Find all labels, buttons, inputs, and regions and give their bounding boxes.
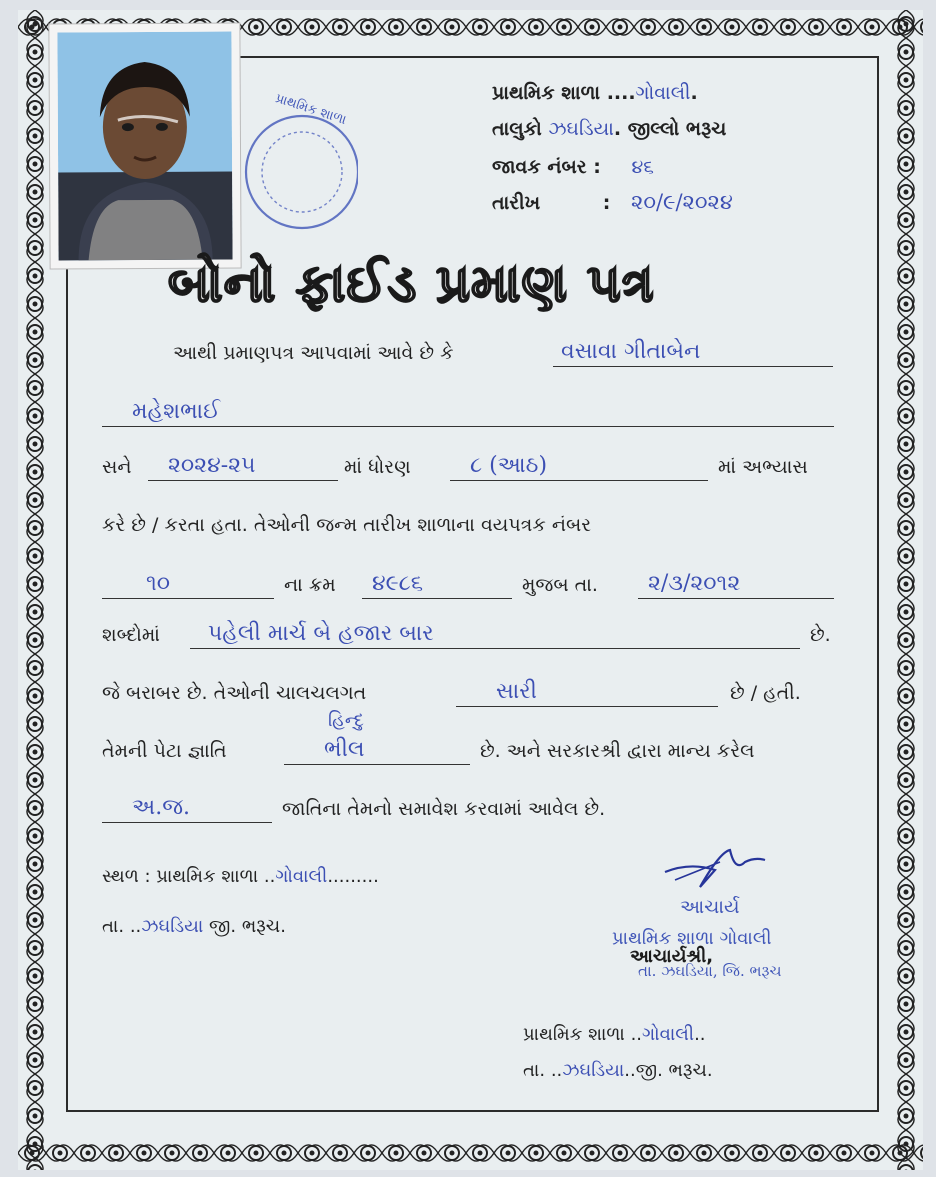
serial-value: ૪૯૮૬ [372,571,424,596]
header-outward [492,156,654,178]
student-name-line-1 [553,338,833,367]
stamp-designation: આચાર્ય [680,896,740,918]
place-row: સ્થળ : પ્રાથમિક શાળા ..ગોવાલી......... [102,866,379,887]
header-date-label: તારીખ [492,192,541,214]
std-suffix: માં અભ્યાસ [718,456,808,478]
std-label: માં ધોરણ [344,456,411,478]
register-value: ૧૦ [146,571,171,596]
religion-value: હિન્દુ [328,710,364,731]
caste-label: તેમની પેટા જ્ઞાતિ [102,740,227,762]
bottom-school-value: ગોવાલી [642,1024,695,1045]
year-label: સને [102,456,132,478]
std-line [450,452,708,481]
header-district: . જીલ્લો ભરૂચ [613,118,727,140]
place-value: ગોવાલી [275,866,328,887]
certificate-title: બોનો ફાઈડ પ્રમાણ પત્ર [168,254,655,314]
category-value: અ.જ. [132,795,191,820]
seal-text: પ્રાથમિક શાળા [273,91,349,128]
bottom-taluka-value: ઝઘડિયા [562,1060,625,1081]
student-name-1: વસાવા ગીતાબેન [561,339,701,364]
category-suffix: જાતિના તેમનો સમાવેશ કરવામાં આવેલ છે. [282,798,606,820]
student-photo [49,24,240,269]
words-label: શબ્દોમાં [102,624,160,646]
intro-text: આથી પ્રમાણપત્ર આપવામાં આવે છે કે [173,342,454,364]
stamp-school-name: પ્રાથમિક શાળા ગોવાલી [612,928,772,949]
header-taluka-label: તાલુકો [492,118,542,140]
student-name-2: મહેશભાઈ [132,399,221,424]
std-value: ૮ (આઠ) [470,453,548,478]
bottom-school-row: પ્રાથમિક શાળા ..ગોવાલી.. [523,1024,706,1045]
register-line [102,570,274,599]
header-school-label: પ્રાથમિક શાળા [492,82,601,104]
caste-line [284,736,470,765]
header-taluka-value: ઝઘડિયા [548,118,614,140]
caste-value: ભીલ [324,737,365,762]
words-line [190,620,800,649]
stamp-address: તા. ઝઘડિયા, જિ. ભરૂચ [638,962,782,980]
decorative-border-right [889,10,923,1170]
header-outward-value: ૪૬ [631,156,654,178]
principal-signature [660,842,770,892]
serial-label: ના ક્રમ [284,574,336,596]
header-taluka [492,118,726,140]
header-school: પ્રાથમિક શાળા ....ગોવાલી. [492,82,698,104]
dob-in-words: પહેલી માર્ચ બે હજાર બાર [208,621,434,646]
certificate-page [18,10,923,1170]
birth-register-text: કરે છે / કરતા હતા. તેઓની જન્મ તારીખ શાળાના વયપત્રક નંબર [102,514,592,536]
header-date: તારીખ : ૨૦/૯/૨૦૨૪ [492,190,733,214]
year-line [148,452,338,481]
header-outward-label: જાવક નંબર : [492,156,601,178]
conduct-suffix: છે / હતી. [730,682,801,704]
principal-signature-block [590,842,870,1002]
conduct-prefix: જે બરાબર છે. તેઓની ચાલચલગત [102,682,367,704]
decorative-border-left [18,10,52,1170]
conduct-value: સારી [496,679,537,704]
decorative-border-bottom [18,1136,923,1170]
conduct-line [456,678,718,707]
header-date-value: ૨૦/૯/૨૦૨૪ [631,190,733,214]
year-value: ૨૦૨૪-૨૫ [168,453,256,478]
bottom-taluka-row: તા. ..ઝઘડિયા..જી. ભરૂચ. [523,1060,713,1081]
caste-suffix: છે. અને સરકારશ્રી દ્વારા માન્ય કરેલ [480,740,755,762]
place-label: સ્થળ : પ્રાથમિક શાળા [102,866,259,887]
principal-label: આચાર્યશ્રી, [630,946,714,967]
serial-line [362,570,512,599]
dob-line [638,570,834,599]
dob-value: ૨/૩/૨૦૧૨ [648,571,741,596]
school-seal-stamp [226,91,358,246]
as-per-label: મુજબ તા. [522,574,598,596]
words-suffix: છે. [810,624,831,646]
footer-taluka-row: તા. ..ઝઘડિયા જી. ભરૂચ. [102,916,286,937]
header-school-value: ગોવાલી [635,82,691,104]
category-line [102,794,272,823]
footer-taluka-value: ઝઘડિયા [141,916,204,937]
student-name-line-2 [102,398,834,427]
